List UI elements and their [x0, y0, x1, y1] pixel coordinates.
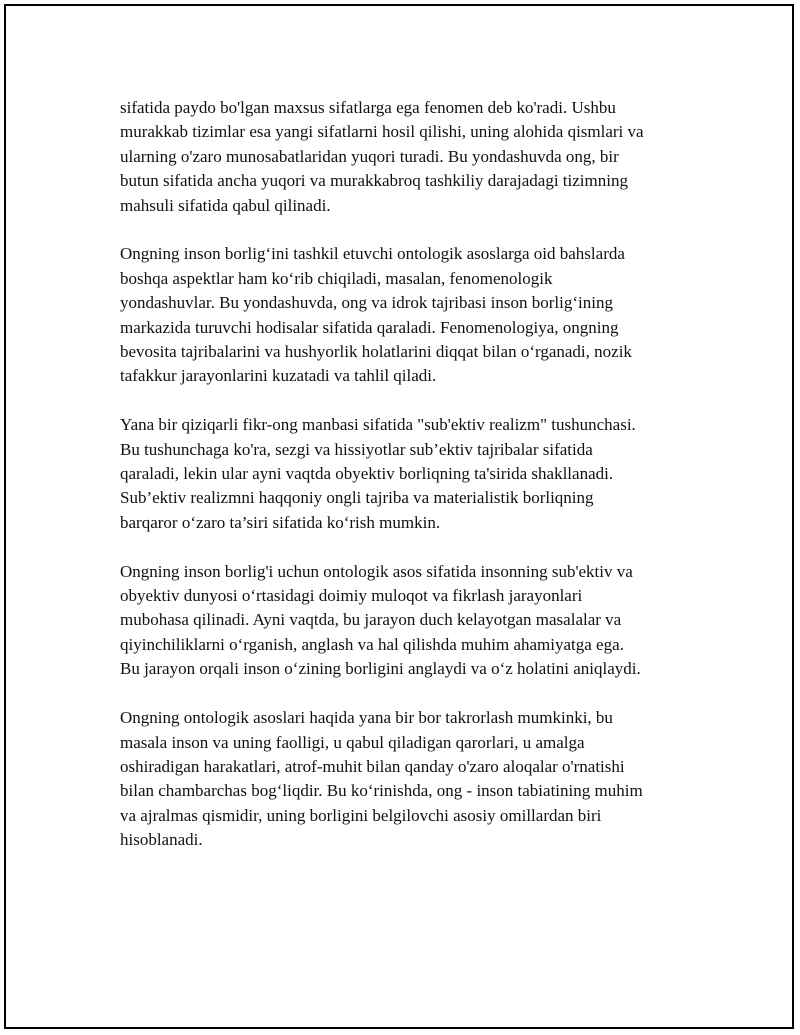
text-line: yondashuvlar. Bu yondashuvda, ong va idrok tajribasi inson borlig‘ining [120, 293, 613, 313]
text-line: boshqa aspektlar ham ko‘rib chiqiladi, masalan, fenomenologik [120, 268, 553, 288]
paragraph-2 [120, 242, 710, 388]
text-line: Yana bir qiziqarli fikr-ong manbasi sifatida "sub'ektiv realizm" tushunchasi. [120, 415, 636, 435]
text-line: Bu tushunchaga ko'ra, sezgi va hissiyotlar sub’ektiv tajribalar sifatida [120, 439, 593, 459]
text-line: barqaror o‘zaro ta’siri sifatida ko‘rish mumkin. [120, 512, 441, 532]
text-line: obyektiv dunyosi o‘rtasidagi doimiy muloqot va fikrlash jarayonlari [120, 586, 583, 606]
text-line: mahsuli sifatida qabul qilinadi. [120, 195, 331, 215]
text-line: markazida turuvchi hodisalar sifatida qaraladi. Fenomenologiya, ongning [120, 317, 619, 337]
text-line: Bu jarayon orqali inson o‘zining borligini anglaydi va o‘z holatini aniqlaydi. [120, 659, 641, 679]
paragraph-1 [120, 96, 710, 218]
text-line: oshiradigan harakatlari, atrof-muhit bilan qanday o'zaro aloqalar o'rnatishi [120, 756, 625, 776]
text-line: qaraladi, lekin ular ayni vaqtda obyektiv borliqning ta'sirida shakllanadi. [120, 464, 614, 484]
paragraph-3 [120, 413, 710, 535]
document-body [120, 96, 710, 877]
text-line: hisoblanadi. [120, 830, 203, 850]
text-line: bilan chambarchas bog‘liqdir. Bu ko‘rinishda, ong - inson tabiatining muhim [120, 781, 643, 801]
text-line: Ongning ontologik asoslari haqida yana bir bor takrorlash mumkinki, bu [120, 708, 613, 728]
text-line: tafakkur jarayonlarini kuzatadi va tahlil qiladi. [120, 366, 437, 386]
text-line: bevosita tajribalarini va hushyorlik holatlarini diqqat bilan o‘rganadi, nozik [120, 342, 632, 362]
text-line: Ongning inson borlig'i uchun ontologik asos sifatida insonning sub'ektiv va [120, 561, 633, 581]
paragraph-5 [120, 706, 710, 852]
text-line: Sub’ektiv realizmni haqqoniy ongli tajriba va materialistik borliqning [120, 488, 594, 508]
text-line: Ongning inson borlig‘ini tashkil etuvchi ontologik asoslarga oid bahslarda [120, 244, 625, 264]
text-line: va ajralmas qismidir, uning borligini belgilovchi asosiy omillardan biri [120, 805, 602, 825]
paragraph-4 [120, 560, 710, 682]
text-line: ularning o'zaro munosabatlaridan yuqori turadi. Bu yondashuvda ong, bir [120, 146, 619, 166]
page-frame [4, 4, 794, 1029]
text-line: butun sifatida ancha yuqori va murakkabroq tashkiliy darajadagi tizimning [120, 171, 628, 191]
text-line: mubohasa qilinadi. Ayni vaqtda, bu jarayon duch kelayotgan masalalar va [120, 610, 622, 630]
text-line: murakkab tizimlar esa yangi sifatlarni hosil qilishi, uning alohida qismlari va [120, 122, 644, 142]
text-line: sifatida paydo bo'lgan maxsus sifatlarga ega fenomen deb ko'radi. Ushbu [120, 98, 616, 117]
text-line: qiyinchiliklarni o‘rganish, anglash va hal qilishda muhim ahamiyatga ega. [120, 634, 624, 654]
text-line: masala inson va uning faolligi, u qabul qiladigan qarorlari, u amalga [120, 732, 585, 752]
